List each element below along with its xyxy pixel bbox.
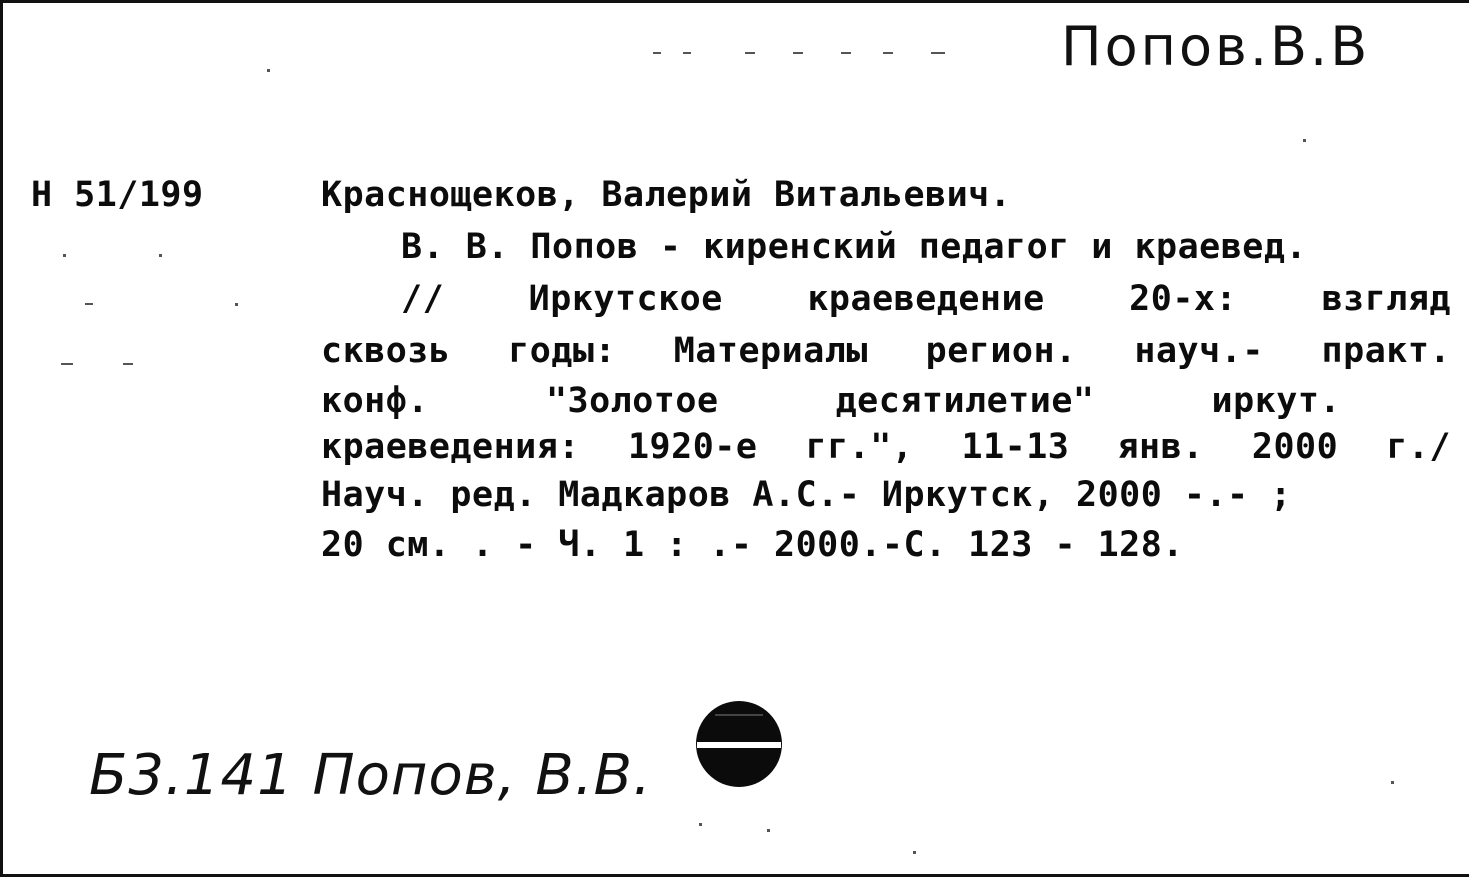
source-line: конф. "Золотое десятилетие" иркут. xyxy=(321,381,1341,421)
handwritten-author-note: Попов.В.В xyxy=(1061,15,1371,78)
source-line: // Иркутское краеведение 20-х: взгляд xyxy=(401,279,1451,319)
source-line: краеведения: 1920-е гг.", 11-13 янв. 2000 г./ xyxy=(321,427,1451,467)
call-number: Н 51/199 xyxy=(31,175,204,215)
author-heading: Краснощеков, Валерий Витальевич. xyxy=(321,175,1012,215)
title-line: В. В. Попов - киренский педагог и краевед. xyxy=(401,227,1308,267)
handwritten-shelf-note: Б3.141 Попов, В.В. xyxy=(89,743,652,808)
pages-line: 20 см. . - Ч. 1 : .- 2000.-С. 123 - 128. xyxy=(321,525,1184,565)
source-line: сквозь годы: Материалы регион. науч.- практ. xyxy=(321,331,1451,371)
punch-hole-icon xyxy=(695,700,783,788)
source-line: Науч. ред. Мадкаров А.С.- Иркутск, 2000 -.- ; xyxy=(321,475,1292,515)
